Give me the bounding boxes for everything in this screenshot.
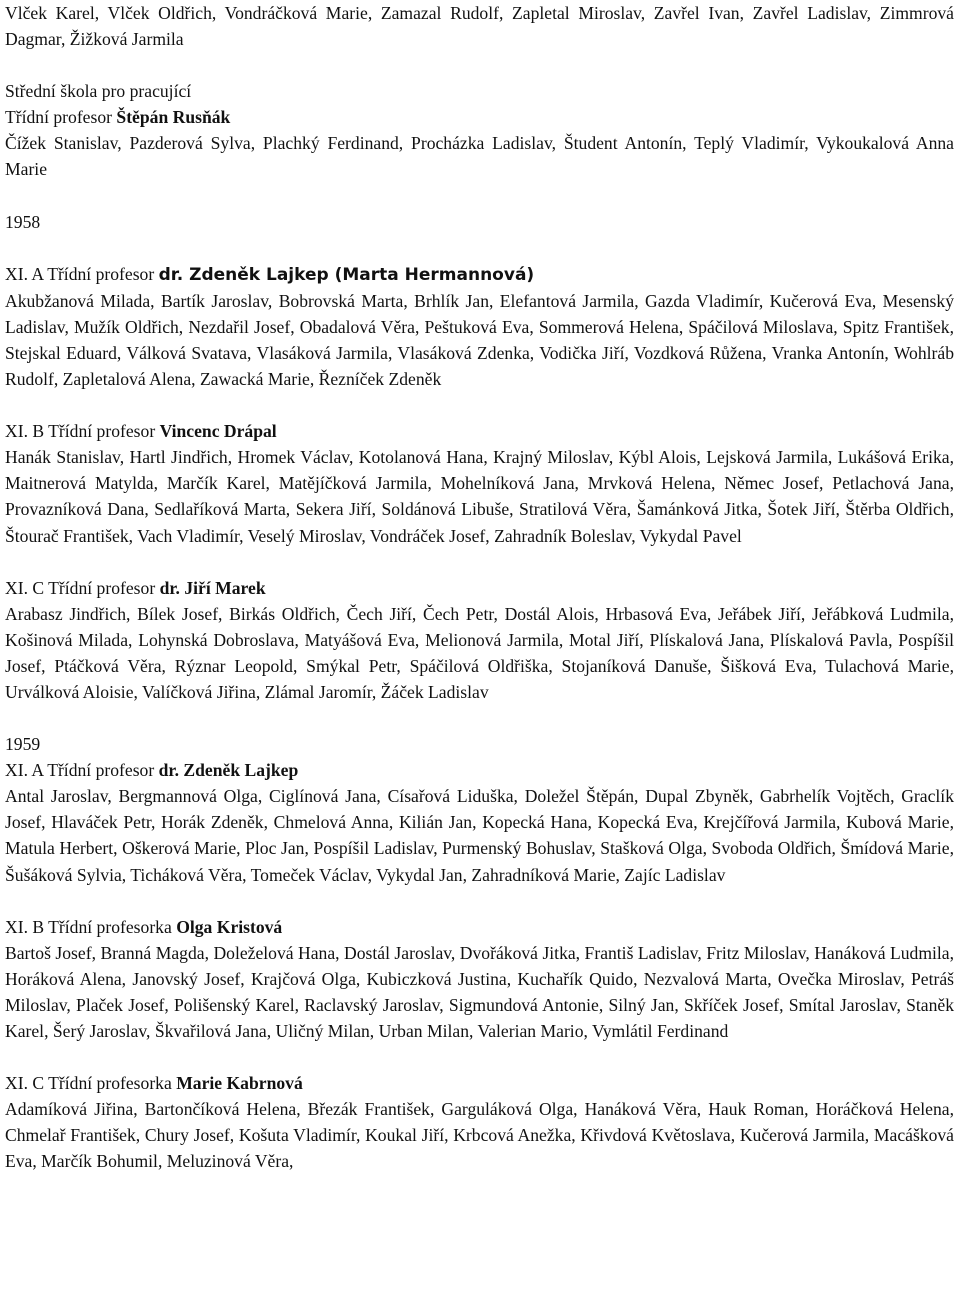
class-names-1959-b: Bartoš Josef, Branná Magda, Doleželová Hana, Dostál Jaroslav, Dvořáková Jitka, Františ Ladislav, Fritz Miloslav, Hanáková Ludmila, Horáková Alena, Janovský Josef, Krajčová Olga, Kubiczková Justina, Kuchařík Quido, Nezvalová Marta, Ovečka Miroslav, Petráš Miloslav, Plaček Josef, Polišenský Karel, Raclavský Jaroslav, Sigmundová Antonie, Silný Jan, Skříček Josef, Smítal Jaroslav, Staněk Karel, Šerý Jaroslav, Škvařilová Jana, Uličný Milan, Urban Milan, Valerian Mario, Vymlátil Ferdinand: [5, 942, 954, 1041]
year-heading-1959: 1959: [5, 734, 41, 755]
class-teacher-name: Olga Kristová: [176, 916, 283, 937]
class-names-1958-a: Akubžanová Milada, Bartík Jaroslav, Bobrovská Marta, Brhlík Jan, Elefantová Jarmila, Gazda Vladimír, Kučerová Eva, Mesenský Ladislav, Mužík Oldřich, Nezdařil Josef, Obadalová Věra, Peštuková Eva, Sommerová Helena, Spáčilová Miloslava, Spitz František, Stejskal Eduard, Válková Svatava, Vlasáková Jarmila, Vlasáková Zdenka, Vodička Jiří, Vozdková Růžena, Vranka Antonín, Wohlráb Rudolf, Zapletalová Alena, Zawacká Marie, Řezníček Zdeněk: [5, 290, 954, 390]
class-header-1959-b: [5, 914, 954, 940]
spacer: [5, 52, 954, 78]
class-prefix: XI. C Třídní profesorka: [5, 1073, 177, 1094]
class-prefix: XI. A Třídní profesor: [5, 263, 159, 284]
school-teacher-prefix: Třídní profesor: [5, 107, 117, 128]
spacer: [5, 549, 954, 575]
school-teacher-line: [5, 104, 954, 130]
class-header-1958-c: [5, 575, 954, 601]
school-name: Střední škola pro pracující: [5, 81, 192, 102]
spacer: [5, 392, 954, 418]
class-teacher-name: Jiří Marek: [184, 577, 266, 598]
spacer: [5, 1044, 954, 1070]
class-teacher-name: dr. Zdeněk Lajkep (Marta Hermannová): [158, 264, 535, 285]
class-teacher-title: dr.: [158, 760, 184, 781]
class-names-1959-a: Antal Jaroslav, Bergmannová Olga, Ciglínová Jana, Císařová Liduška, Doležel Štěpán, Dupal Zbyněk, Gabrhelík Vojtěch, Graclík Josef, Hlaváček Petr, Horák Zdeněk, Chmelová Anna, Kilián Jan, Kopecká Hana, Kopecká Eva, Krejčířová Jarmila, Kubová Marie, Matula Herbert, Oškerová Marie, Ploc Jan, Pospíšil Ladislav, Purmenský Bohuslav, Stašková Olga, Svoboda Oldřich, Šmídová Marie, Šušáková Sylvia, Ticháková Věra, Tomeček Václav, Vykydal Jan, Zahradníková Marie, Zajíc Ladislav: [5, 786, 954, 885]
class-prefix: XI. A Třídní profesor: [5, 760, 159, 781]
class-teacher-title: dr.: [159, 577, 185, 598]
school-names: Čížek Stanislav, Pazderová Sylva, Plachký Ferdinand, Procházka Ladislav, Študent Antonín, Teplý Vladimír, Vykoukalová Anna Marie: [5, 133, 954, 180]
intro-names: Vlček Karel, Vlček Oldřich, Vondráčková Marie, Zamazal Rudolf, Zapletal Miroslav, Zavřel Ivan, Zavřel Ladislav, Zimmrová Dagmar, Žižková Jarmila: [5, 3, 954, 50]
spacer: [5, 888, 954, 914]
year-heading-1958: 1958: [5, 211, 41, 232]
spacer: [5, 183, 954, 209]
class-prefix: XI. B Třídní profesor: [5, 421, 160, 442]
class-header-1958-b: [5, 418, 954, 444]
school-teacher-name: Štěpán Rusňák: [116, 107, 231, 128]
class-header-1958-a: [5, 261, 954, 288]
class-teacher-name: Marie Kabrnová: [176, 1073, 303, 1094]
class-header-1959-a: [5, 757, 954, 783]
class-prefix: XI. C Třídní profesor: [5, 577, 160, 598]
class-teacher-name: Vincenc Drápal: [159, 421, 277, 442]
spacer: [5, 235, 954, 261]
class-names-1958-b: Hanák Stanislav, Hartl Jindřich, Hromek Václav, Kotolanová Hana, Krajný Miloslav, Kýbl Alois, Lejsková Jarmila, Lukášová Erika, Maitnerová Matylda, Marčík Karel, Matějíčková Jarmila, Mohelníková Jana, Mrvková Helena, Němec Josef, Petlachová Jana, Provazníková Dana, Sedlaříková Marta, Sekera Jiří, Soldánová Libuše, Stratilová Věra, Šamánková Jitka, Šotek Jiří, Štěrba Oldřich, Štourač František, Vach Vladimír, Veselý Miroslav, Vondráček Josef, Zahradník Boleslav, Vykydal Pavel: [5, 447, 954, 546]
spacer: [5, 705, 954, 731]
class-header-1959-c: [5, 1070, 954, 1096]
class-names-1959-c: Adamíková Jiřina, Bartončíková Helena, Březák František, Garguláková Olga, Hanáková Věra, Hauk Roman, Horáčková Helena, Chmelař František, Chury Josef, Košuta Vladimír, Koukal Jiří, Krbcová Anežka, Křivdová Květoslava, Kučerová Jarmila, Macášková Eva, Marčík Bohumil, Meluzinová Věra,: [5, 1099, 954, 1172]
class-names-1958-c: Arabasz Jindřich, Bílek Josef, Birkás Oldřich, Čech Jiří, Čech Petr, Dostál Alois, Hrbasová Eva, Jeřábek Jiří, Jeřábková Ludmila, Košinová Milada, Lohynská Dobroslava, Matyášová Eva, Melionová Jarmila, Motal Jiří, Plískalová Jana, Plískalová Pavla, Pospíšil Josef, Ptáčková Věra, Rýznar Leopold, Smýkal Petr, Spáčilová Oldřiška, Stojaníková Danuše, Šišková Eva, Tulachová Marie, Urválková Aloisie, Valíčková Jiřina, Zlámal Jaromír, Žáček Ladislav: [5, 603, 954, 702]
class-prefix: XI. B Třídní profesorka: [5, 916, 177, 937]
class-teacher-name: Zdeněk Lajkep: [183, 760, 299, 781]
